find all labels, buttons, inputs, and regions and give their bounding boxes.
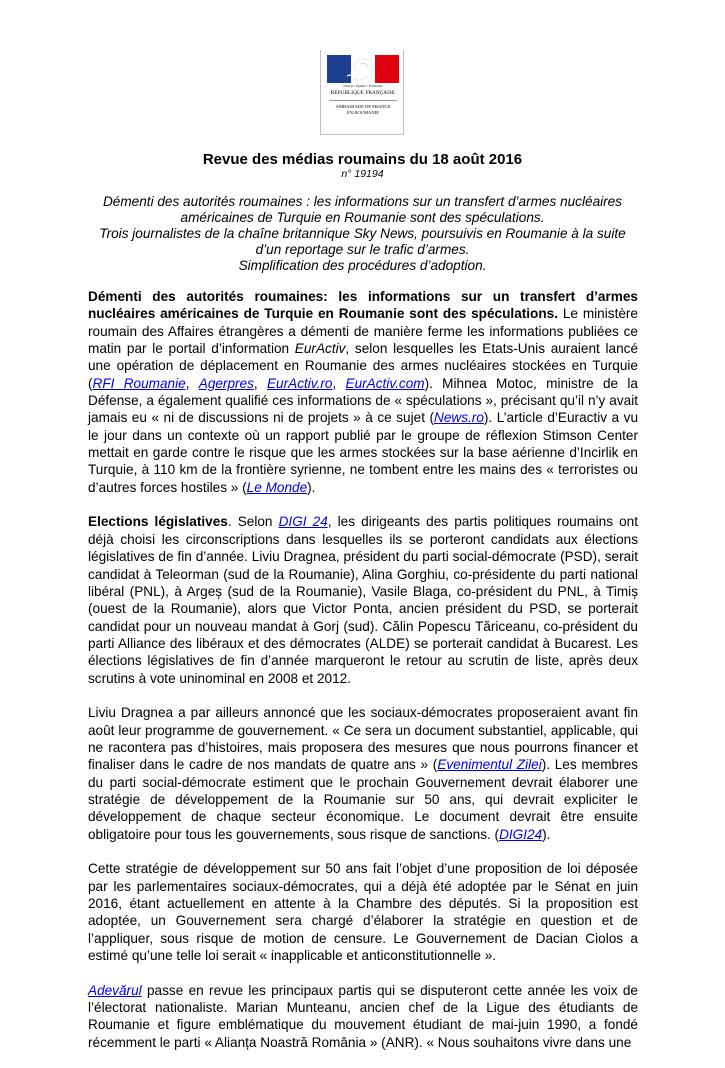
article-text: passe en revue les principaux partis qui se disputeront cette année les voix de l’électorat nationaliste. Marian Munteanu, ancien chef de la Ligue des étudiants de Roumanie et figure emblématique du mouvement étudiant de mai-juin 1990, a fondé récemment le parti « Alianța Noastră România » (ANR). « Nous souhaitons vivre dans une (88, 982, 638, 1050)
source-link-digi24-second[interactable]: DIGI24 (499, 826, 543, 842)
page-title: Revue des médias roumains du 18 août 2016 (202, 151, 523, 168)
summary-item-1: Démenti des autorités roumaines : les informations sur un transfert d’armes nucléaires américaines de Turquie en Roumanie sont des spéculations. (102, 194, 623, 225)
logo-republic: RÉPUBLIQUE FRANÇAISE (330, 90, 396, 96)
separator: , (185, 375, 199, 391)
source-link-news-ro[interactable]: News.ro (434, 410, 484, 426)
article-text: ). Les membres du parti social-démocrate estiment que le prochain Gouvernement devrait élaborer une stratégie de développement de la Roumanie sur 50 ans, qui devrait expliciter le développement de chaque secteur économique. Le document devrait être ensuite obligatoire pour tous les gouvernements, sous risque de sanctions. ( (88, 757, 638, 842)
article-text: ). Mihnea Motoc, ministre de la Défense, a également qualifié ces informations de « spéculations », précisant qu’il n’y avait jamais eu « ni de discussions ni de projets » à ce sujet ( (88, 375, 638, 426)
logo-divider (329, 100, 397, 101)
article-strategy-law (88, 860, 638, 964)
article-nationalist-parties (88, 982, 638, 1051)
source-link-rfi-roumanie[interactable]: RFI Roumanie (92, 375, 186, 391)
source-link-adevarul[interactable]: Adevărul (88, 982, 142, 998)
article-nuclear-weapons (88, 288, 638, 496)
article-text: ). (542, 826, 551, 842)
article-text: Cette stratégie de développement sur 50 ans fait l’objet d’une proposition de loi déposée par les parlementaires sociaux-démocrates, qui a déjà été adoptée par le Sénat en juin 2016, étant actuellement en attente à la Chambre des députés. Si la proposition est adoptée, un Gouvernement sera chargé d’élaborer la stratégie en question et de l’appliquer, sous risque de motion de censure. Le Gouvernement de Dacian Ciolos a estimé qu’une telle loi serait « inapplicable et anticonstitutionnelle ». (88, 861, 638, 964)
source-link-euractiv-com[interactable]: EurActiv.com (345, 375, 425, 391)
article-lead: Démenti des autorités roumaines: les informations sur un transfert d’armes nucléaires américaines de Turquie en Roumanie sont des spéculations. (88, 289, 638, 322)
logo-embassy (321, 104, 405, 116)
article-text: ). L’article d’Euractiv a vu le jour dans un contexte où un rapport publié par le groupe de réflexion Stimson Center mettait en garde contre le risque que les armes stockées sur la base aérienne d’Incirlik en Turquie, à 110 km de la frontière syrienne, ne tombent entre les mains des « terroristes ou d’autres forces hostiles » ( (88, 410, 639, 495)
summary-item-3: Simplification des procédures d’adoption. (238, 258, 487, 273)
republique-francaise-logo (320, 50, 404, 135)
article-psd-program (88, 704, 638, 843)
article-text-italic: EurActiv (294, 341, 346, 357)
issue-number: n° 19194 (341, 168, 384, 180)
logo-embassy-line1: AMBASSADE DE FRANCE (335, 104, 391, 109)
article-text: Liviu Dragnea a par ailleurs annoncé que les sociaux-démocrates proposeraient avant fin août leur programme de gouvernement. « Ce sera un document substantiel, applicable, qui ne racontera pas d’histoires, mais proposera des mesures que nous pourrons financer et finaliser dans le cadre de nos mandats de quatre ans » ( (88, 705, 638, 773)
separator: , (253, 375, 267, 391)
source-link-evenimentul-zilei[interactable]: Evenimentul Zilei (437, 757, 542, 773)
article-lead: Elections législatives (88, 514, 228, 530)
source-link-euractiv-ro[interactable]: EurActiv.ro (266, 375, 333, 391)
article-text: . Selon (227, 514, 279, 530)
summary-item-2: Trois journalistes de la chaîne britannique Sky News, poursuivis en Roumanie à la suite d’un reportage sur le trafic d’armes. (99, 226, 626, 257)
summary (88, 194, 637, 274)
article-text: , selon lesquelles les Etats-Unis auraient lancé une opération de déplacement en Roumanie des armes nucléaires stockées en Turquie ( (88, 341, 639, 391)
marianne-flag-icon (327, 55, 399, 83)
article-text: ). (307, 479, 316, 495)
article-elections (88, 513, 638, 686)
separator: , (332, 375, 346, 391)
source-link-le-monde[interactable]: Le Monde (246, 479, 308, 495)
source-link-agerpres[interactable]: Agerpres (198, 375, 254, 391)
article-text: , les dirigeants des partis politiques roumains ont déjà choisi les circonscriptions dans lesquelles ils se porteront candidats aux élections législatives de fin d’année. Liviu Dragnea, président du parti social-démocrate (PSD), serait candidat à Teleorman (sud de la Roumanie), Alina Gorghiu, co-présidente du parti national libéral (PNL), à Argeș (sud de la Roumanie), Vasile Blaga, co-président du PNL, à Timiș (ouest de la Roumanie), alors que Victor Ponta, ancien président du PSD, se porterait candidat pour un nouveau mandat à Gorj (sud). Călin Popescu Tăriceanu, co-président du parti Alliance des libéraux et des démocrates (ALDE) se porterait candidat à Bucarest. Les élections législatives de fin d’année marqueront le retour au scrutin de liste, après deux scrutins à vote uninominal en 2008 et 2012. (88, 514, 638, 686)
article-body (88, 288, 638, 1068)
logo-motto: Liberté • Égalité • Fraternité (343, 84, 383, 88)
source-link-digi24[interactable]: DIGI 24 (278, 514, 328, 530)
logo-embassy-line2: EN ROUMANIE (346, 110, 380, 115)
article-text: Le ministère roumain des Affaires étrangères a démenti de manière ferme les informations publiées ce matin par le portail d’information (88, 306, 638, 357)
